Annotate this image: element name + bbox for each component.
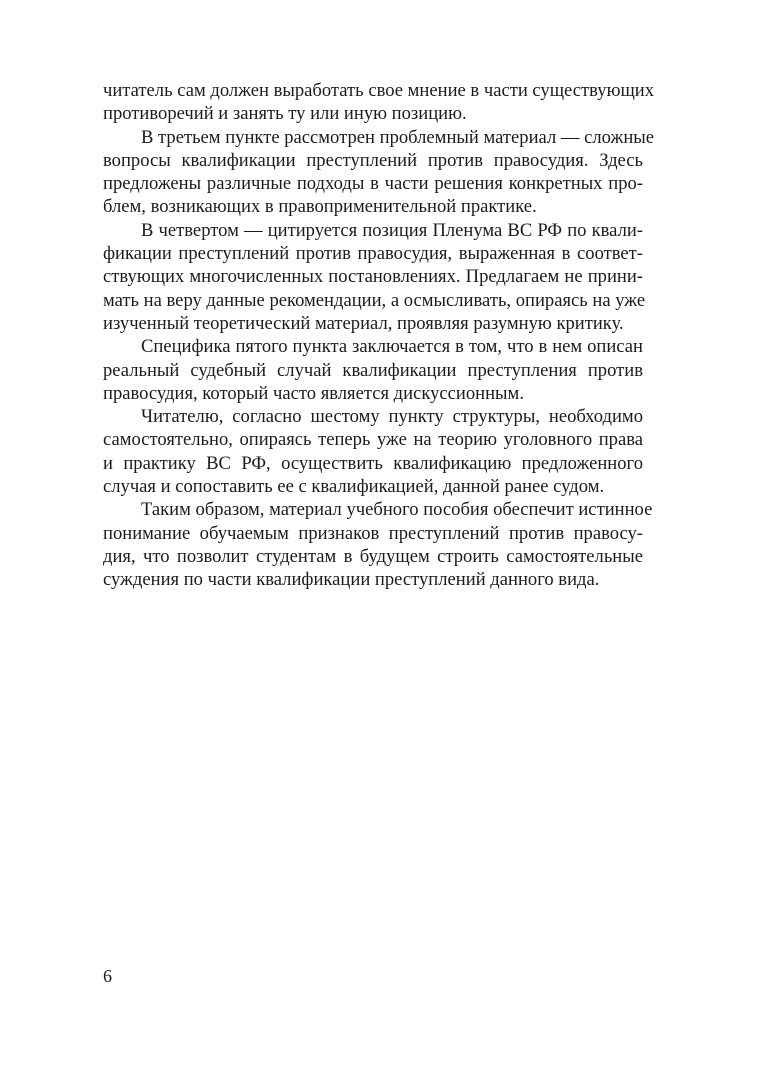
text-line: ствующих многочисленных постановлениях. Предлагаем не прини- <box>103 266 643 288</box>
text-line: правосудия, который часто является дискуссионным. <box>103 382 524 404</box>
text-line: изученный теоретический материал, проявляя разумную критику. <box>103 312 624 334</box>
body-text <box>103 79 655 592</box>
text-line: блем, возникающих в правоприменительной практике. <box>103 196 537 218</box>
text-line: В третьем пункте рассмотрен проблемный материал — сложные <box>141 126 655 148</box>
text-line: Специфика пятого пункта заключается в том, что в нем описан <box>141 336 643 358</box>
text-line: предложены различные подходы в части решения конкретных про- <box>103 173 643 195</box>
text-line: понимание обучаемым признаков преступлений против правосу- <box>103 522 643 544</box>
text-line: реальный судебный случай квалификации преступления против <box>103 359 643 381</box>
text-line: Таким образом, материал учебного пособия обеспечит истинное <box>141 499 653 521</box>
text-line: самостоятельно, опираясь теперь уже на теорию уголовного права <box>103 429 643 451</box>
text-line: мать на веру данные рекомендации, а осмысливать, опираясь на уже <box>103 289 646 311</box>
text-line: вопросы квалификации преступлений против правосудия. Здесь <box>103 149 643 171</box>
text-line: и практику ВС РФ, осуществить квалификацию предложенного <box>103 452 643 474</box>
text-line: читатель сам должен выработать свое мнение в части существующих <box>103 80 655 101</box>
text-line: суждения по части квалификации преступлений данного вида. <box>103 569 600 591</box>
text-line: фикации преступлений против правосудия, выраженная в соответ- <box>103 243 643 265</box>
text-line: дия, что позволит студентам в будущем строить самостоятельные <box>103 545 643 567</box>
text-line: Читателю, согласно шестому пункту структуры, необходимо <box>141 406 643 428</box>
page-number: 6 <box>103 966 112 986</box>
text-line: В четвертом — цитируется позиция Пленума ВС РФ по квали- <box>141 219 643 241</box>
text-line: противоречий и занять ту или иную позицию. <box>103 103 467 125</box>
text-line: случая и сопоставить ее с квалификацией, данной ранее судом. <box>103 476 605 498</box>
